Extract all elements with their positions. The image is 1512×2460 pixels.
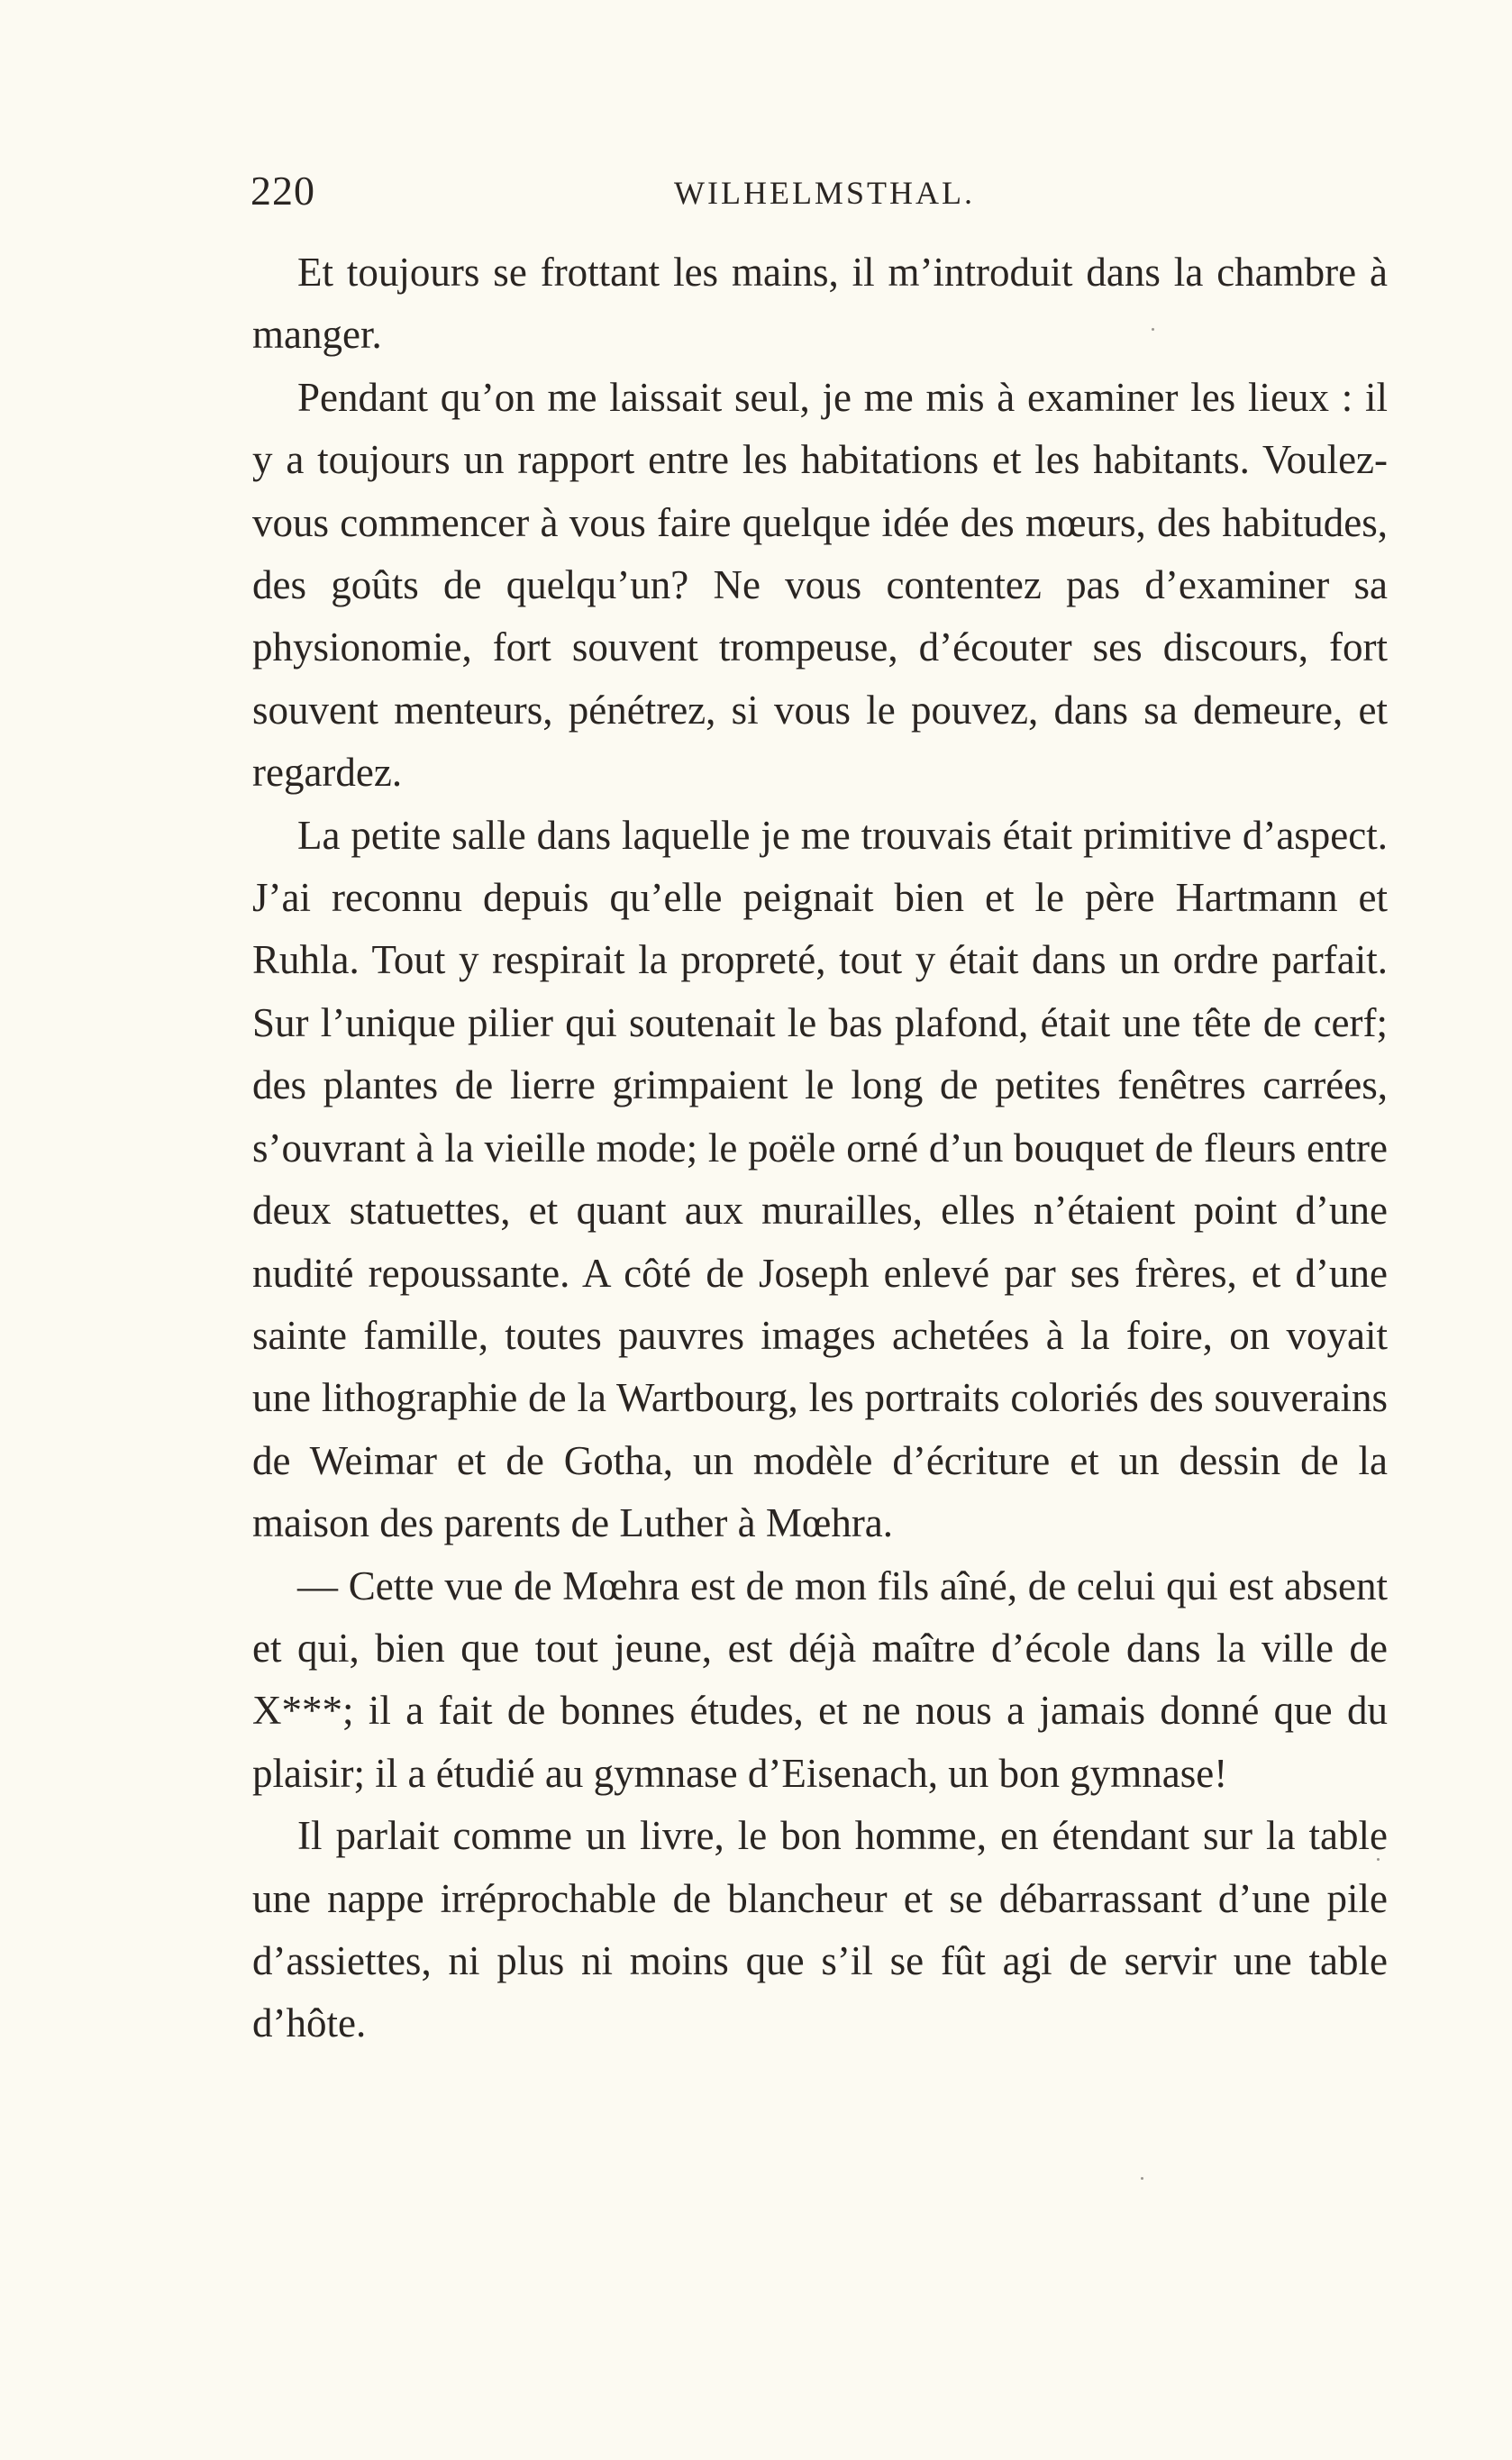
running-title: WILHELMSTHAL. (674, 175, 975, 211)
paper-speck (1141, 2177, 1143, 2180)
paragraph-2: Pendant qu’on me laissait seul, je me mis à examiner les lieux : il y a toujours un rapport entre les habitations et les habitants. Voulez-vous commencer à vous faire quelque idée des mœurs, des habitudes, des goûts de quelqu’un? Ne vous contentez pas d’examiner sa physionomie, fort souvent trompeuse, d’écouter ses discours, fort souvent menteurs, pénétrez, si vous le pouvez, dans sa demeure, et regardez. (252, 374, 1388, 796)
paragraph-4: — Cette vue de Mœhra est de mon fils aîné, de celui qui est absent et qui, bien que tout jeune, est déjà maître d’école dans la ville de X***; il a fait de bonnes études, et ne nous a jamais donné que du plaisir; il a étudié au gymnase d’Eisenach, un bon gymnase! (252, 1563, 1388, 1796)
paragraph-5: Il parlait comme un livre, le bon homme, en étendant sur la table une nappe irréprochable de blancheur et se débarrassant d’une pile d’assiettes, ni plus ni moins que s’il se fût agi de servir une table d’hôte. (252, 1813, 1388, 2046)
running-head (250, 164, 1368, 218)
page-number: 220 (250, 168, 315, 214)
paper-speck (1377, 1858, 1380, 1861)
paragraph-1: Et toujours se frottant les mains, il m’introduit dans la chambre à manger. (252, 250, 1388, 358)
body-text (252, 241, 1388, 2055)
paper-speck (1152, 328, 1154, 331)
paragraph-3: La petite salle dans laquelle je me trouvais était primitive d’aspect. J’ai reconnu depuis qu’elle peignait bien et le père Hartmann et Ruhla. Tout y respirait la propreté, tout y était dans un ordre parfait. Sur l’unique pilier qui soutenait le bas plafond, était une tête de cerf; des plantes de lierre grimpaient le long de petites fenêtres carrées, s’ouvrant à la vieille mode; le poële orné d’un bouquet de fleurs entre deux statuettes, et quant aux murailles, elles n’étaient point d’une nudité repoussante. A côté de Joseph enlevé par ses frères, et d’une sainte famille, toutes pauvres images achetées à la foire, on voyait une lithographie de la Wartbourg, les portraits coloriés des souverains de Weimar et de Gotha, un modèle d’écriture et un dessin de la maison des parents de Luther à Mœhra. (252, 812, 1388, 1546)
